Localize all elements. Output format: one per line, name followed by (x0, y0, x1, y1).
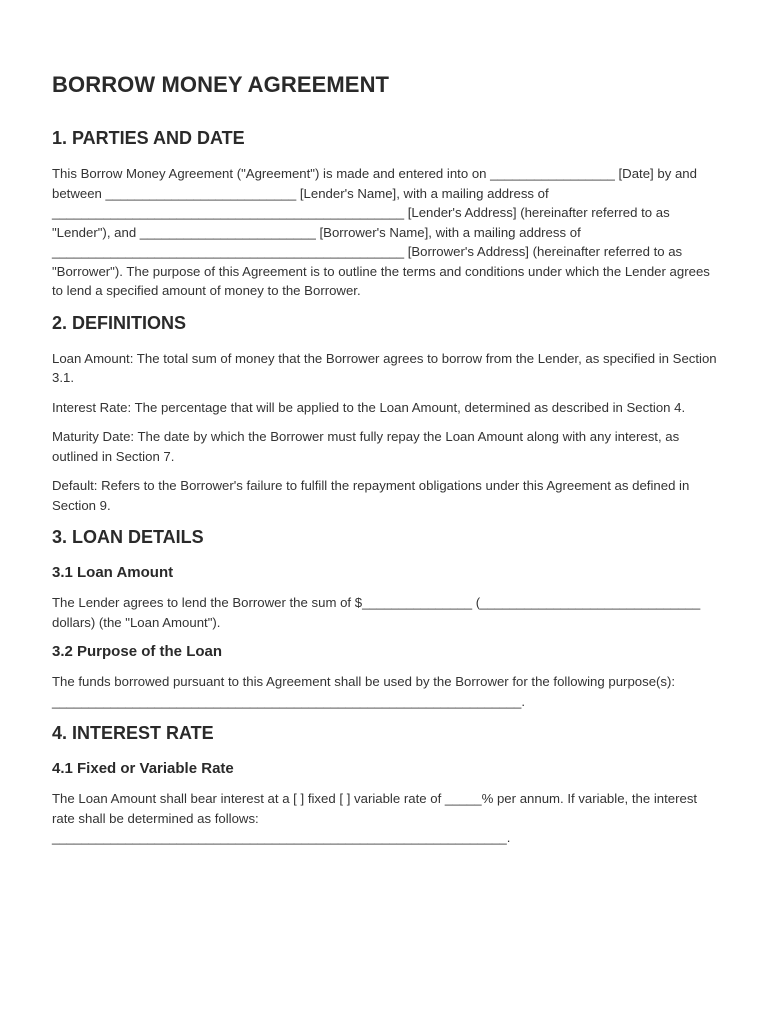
section-parties-and-date (52, 126, 720, 301)
parties-paragraph: This Borrow Money Agreement ("Agreement") is made and entered into on _________________ [Date] by and between __________________________ [Lender's Name], with a mailing address of ________________________________________________ [Lender's Address] (hereinafter referred to as "Lender"), and ________________________ [Borrower's Name], with a mailing address of ________________________________________________ [Borrower's Address] (hereinafter referred to as "Borrower"). The purpose of this Agreement is to outline the terms and conditions under which the Lender agrees to lend a specified amount of money to the Borrower. (52, 166, 710, 298)
definition-maturity-date: Maturity Date: The date by which the Borrower must fully repay the Loan Amount along with any interest, as outlined in Section 7. (52, 429, 680, 464)
subsection-heading-fixed-variable-rate: 4.1 Fixed or Variable Rate (52, 760, 234, 777)
loan-amount-paragraph: The Lender agrees to lend the Borrower the sum of $_______________ (______________________________ dollars) (the "Loan Amount"). (52, 595, 701, 630)
definition-interest-rate: Interest Rate: The percentage that will be applied to the Loan Amount, determined as described in Section 4. (52, 399, 686, 415)
document-title: BORROW MONEY AGREEMENT (52, 72, 390, 97)
definition-loan-amount: Loan Amount: The total sum of money that the Borrower agrees to borrow from the Lender, as specified in Section 3.1. (52, 350, 717, 385)
section-heading-interest-rate: 4. INTEREST RATE (52, 723, 214, 743)
subsection-heading-purpose: 3.2 Purpose of the Loan (52, 643, 223, 660)
subsection-heading-loan-amount: 3.1 Loan Amount (52, 564, 174, 581)
section-heading-loan-details: 3. LOAN DETAILS (52, 527, 204, 547)
section-heading-parties: 1. PARTIES AND DATE (52, 128, 245, 148)
section-definitions (52, 311, 720, 516)
fixed-variable-rate-paragraph: The Loan Amount shall bear interest at a [ ] fixed [ ] variable rate of _____% per annum. If variable, the interest rate shall be determined as follows: ______________________________________________________________. (52, 791, 698, 845)
section-heading-definitions: 2. DEFINITIONS (52, 312, 187, 333)
definition-default: Default: Refers to the Borrower's failure to fulfill the repayment obligations under this Agreement as defined in Section 9. (52, 478, 690, 513)
section-loan-details (52, 525, 720, 711)
section-interest-rate (52, 721, 720, 848)
purpose-paragraph: The funds borrowed pursuant to this Agreement shall be used by the Borrower for the following purpose(s): ________________________________________________________________. (52, 674, 676, 709)
